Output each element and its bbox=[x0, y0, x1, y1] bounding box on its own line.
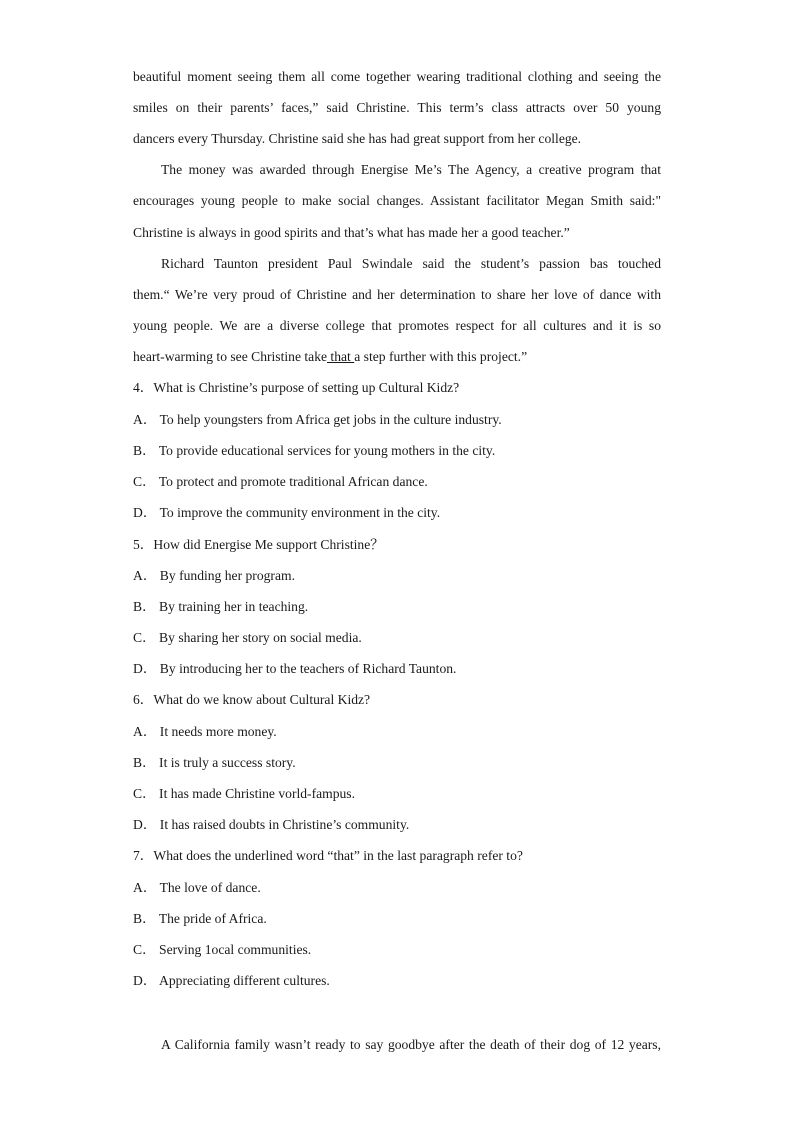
question-6-option-c: C． It has made Christine vorld-fampus. bbox=[133, 786, 355, 801]
paragraph-2-line-2: encourages young people to make social changes. Assistant facilitator Megan Smith said:" bbox=[133, 193, 661, 208]
question-5-option-c: C． By sharing her story on social media. bbox=[133, 630, 362, 645]
question-4-option-d: D． To improve the community environment in the city. bbox=[133, 505, 441, 520]
text-after-underline: a step further with this project.” bbox=[354, 349, 528, 364]
paragraph-1-line-2: smiles on their parents’ faces,” said Christine. This term’s class attracts over 50 young bbox=[133, 100, 661, 115]
question-7-option-d: D． Appreciating different cultures. bbox=[133, 973, 330, 988]
question-7-option-b: B． The pride of Africa. bbox=[133, 911, 267, 926]
question-4-option-b: B． To provide educational services for young mothers in the city. bbox=[133, 443, 496, 458]
question-6-stem: 6．What do we know about Cultural Kidz? bbox=[133, 692, 371, 707]
paragraph-3-line-1: Richard Taunton president Paul Swindale said the student’s passion bas touched bbox=[161, 256, 661, 271]
question-4-stem: 4．What is Christine’s purpose of setting up Cultural Kidz? bbox=[133, 380, 460, 395]
paragraph-3-line-2: them.“ We’re very proud of Christine and her determination to share her love of dance with bbox=[133, 287, 661, 302]
question-7-stem: 7．What does the underlined word “that” in the last paragraph refer to? bbox=[133, 848, 523, 863]
paragraph-3-line-3: young people. We are a diverse college that promotes respect for all cultures and it is so bbox=[133, 318, 661, 333]
next-passage-line-1: A California family wasn’t ready to say goodbye after the death of their dog of 12 years, bbox=[161, 1037, 661, 1052]
question-4-option-a: A． To help youngsters from Africa get jobs in the culture industry. bbox=[133, 412, 502, 427]
question-4-option-c: C． To protect and promote traditional African dance. bbox=[133, 474, 428, 489]
text-before-underline: heart-warming to see Christine take bbox=[133, 349, 328, 364]
question-5-option-a: A． By funding her program. bbox=[133, 568, 295, 583]
question-5-stem: 5．How did Energise Me support Christine？ bbox=[133, 537, 384, 552]
paragraph-3-line-4 bbox=[133, 348, 527, 366]
question-6-option-d: D． It has raised doubts in Christine’s community. bbox=[133, 817, 410, 832]
question-6-option-a: A． It needs more money. bbox=[133, 724, 277, 739]
question-7-option-a: A． The love of dance. bbox=[133, 880, 261, 895]
underlined-word-that: that bbox=[327, 349, 355, 364]
question-7-option-c: C． Serving 1ocal communities. bbox=[133, 942, 312, 957]
paragraph-2-line-3: Christine is always in good spirits and that’s what has made her a good teacher.” bbox=[133, 225, 570, 240]
question-5-option-b: B． By training her in teaching. bbox=[133, 599, 309, 614]
paragraph-1-line-3: dancers every Thursday. Christine said she has had great support from her college. bbox=[133, 131, 582, 146]
question-5-option-d: D． By introducing her to the teachers of Richard Taunton. bbox=[133, 661, 457, 676]
paragraph-1-line-1: beautiful moment seeing them all come together wearing traditional clothing and seeing the bbox=[133, 69, 661, 84]
question-6-option-b: B． It is truly a success story. bbox=[133, 755, 296, 770]
paragraph-2-line-1: The money was awarded through Energise Me’s The Agency, a creative program that bbox=[161, 162, 661, 177]
